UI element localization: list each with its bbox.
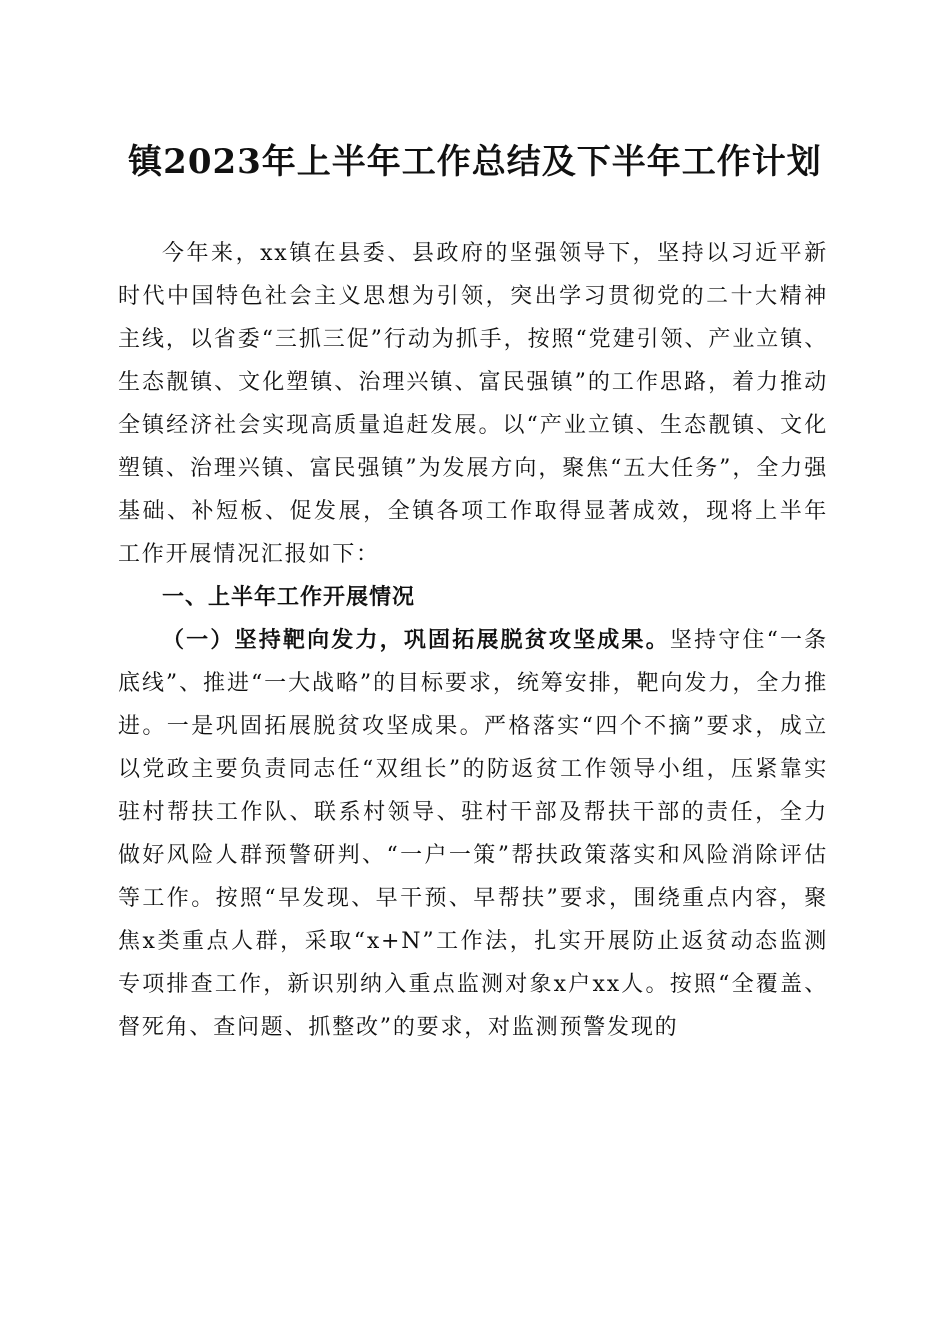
- section-heading: 一、上半年工作开展情况: [162, 585, 416, 610]
- document-body: [118, 232, 828, 1049]
- document-title: 镇2023年上半年工作总结及下半年工作计划: [128, 142, 822, 182]
- intro-paragraph: 今年来，xx镇在县委、县政府的坚强领导下，坚持以习近平新时代中国特色社会主义思想为引领，突出学习贯彻党的二十大精神主线，以省委“三抓三促”行动为抓手，按照“党建引领、产业立镇、生态靓镇、文化塑镇、治理兴镇、富民强镇”的工作思路，着力推动全镇经济社会实现高质量追赶发展。以“产业立镇、生态靓镇、文化塑镇、治理兴镇、富民强镇”为发展方向，聚焦“五大任务”，全力强基础、补短板、促发展，全镇各项工作取得显著成效，现将上半年工作开展情况汇报如下：: [118, 241, 828, 567]
- subsection-body: 坚持守住“一条底线”、推进“一大战略”的目标要求，统筹安排，靶向发力，全力推进。一是巩固拓展脱贫攻坚成果。严格落实“四个不摘”要求，成立以党政主要负责同志任“双组长”的防返贫工作领导小组，压紧靠实驻村帮扶工作队、联系村领导、驻村干部及帮扶干部的责任，全力做好风险人群预警研判、“一户一策”帮扶政策落实和风险消除评估等工作。按照“早发现、早干预、早帮扶”要求，围绕重点内容，聚焦x类重点人群，采取“x+N”工作法，扎实开展防止返贫动态监测专项排查工作，新识别纳入重点监测对象x户xx人。按照“全覆盖、督死角、查问题、抓整改”的要求，对监测预警发现的: [118, 628, 828, 1040]
- subsection-paragraph: [118, 619, 828, 1049]
- subsection-heading: （一）坚持靶向发力，巩固拓展脱贫攻坚成果。: [162, 627, 670, 653]
